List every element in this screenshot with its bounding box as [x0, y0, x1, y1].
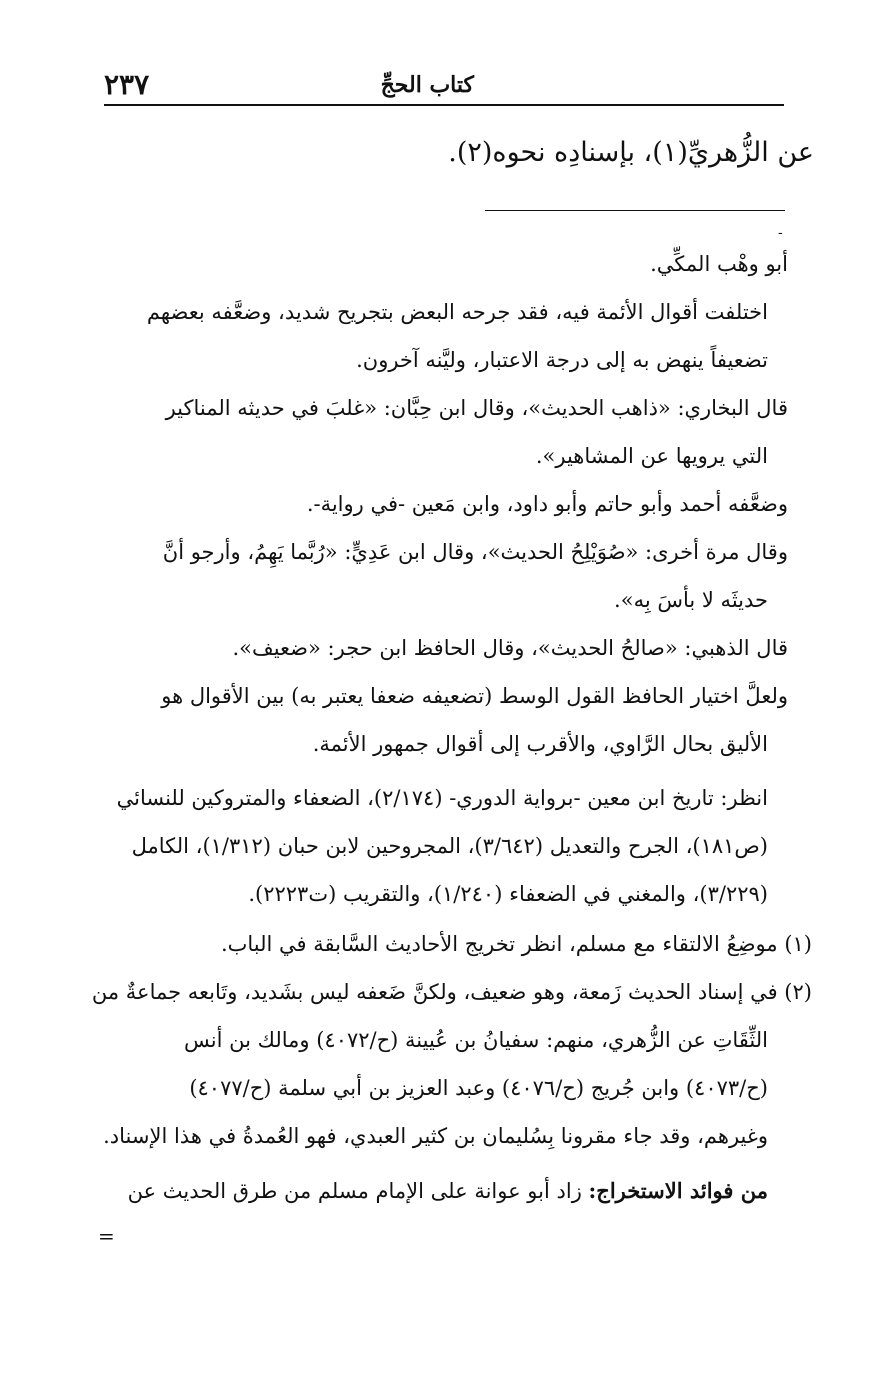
footnote-line: (ح/٤٠٧٣) وابن جُريج (ح/٤٠٧٦) وعبد العزيز بن أبي سلمة (ح/٤٠٧٧): [189, 1076, 768, 1100]
main-text-line: عن الزُّهريِّ(١)، بإسنادِه نحوه(٢).: [448, 137, 814, 168]
commentary-line: انظر: تاريخ ابن معين -برواية الدوري- (٢/١٧٤)، الضعفاء والمتروكين للنسائي: [116, 786, 768, 810]
commentary-line: (ص١٨١)، الجرح والتعديل (٣/٦٤٢)، المجروحين لابن حبان (١/٣١٢)، الكامل: [131, 834, 768, 858]
commentary-line: اختلفت أقوال الأئمة فيه، فقد جرحه البعض بتجريح شديد، وضعَّفه بعضهم: [146, 300, 768, 324]
extraction-benefits: [128, 1178, 768, 1203]
commentary-line: ولعلَّ اختيار الحافظ القول الوسط (تضعيفه ضعفا يعتبر به) بين الأقوال هو: [161, 684, 788, 708]
commentary-line: أبو وهْب المكِّي.: [650, 252, 788, 276]
commentary-line: حديثَه لا بأسَ بِه».: [614, 588, 768, 612]
footnote-1: (١) موضِعُ الالتقاء مع مسلم، انظر تخريج الأحاديث السَّابقة في الباب.: [220, 932, 812, 956]
commentary-line: وضعَّفه أحمد وأبو حاتم وأبو داود، وابن مَعين -في رواية-.: [306, 492, 788, 516]
commentary-line: الأليق بحال الرَّاوي، والأقرب إلى أقوال جمهور الأئمة.: [312, 732, 768, 756]
footnote-separator: [485, 210, 785, 211]
commentary-line: تضعيفاً ينهض به إلى درجة الاعتبار، وليَّنه آخرون.: [356, 348, 768, 372]
header-rule: [104, 104, 784, 106]
footnote-line: وغيرهم، وقد جاء مقرونا بِسُليمان بن كثير العبدي، فهو العُمدةُ في هذا الإسناد.: [103, 1124, 768, 1148]
commentary-line: قال الذهبي: «صالحُ الحديث»، وقال الحافظ ابن حجر: «ضعيف».: [232, 636, 788, 660]
page-number: ٢٣٧: [104, 68, 150, 101]
commentary-line: وقال مرة أخرى: «صُوَيْلِحُ الحديث»، وقال ابن عَدِيٍّ: «رُبَّما يَهِمُ، وأرجو أنَّ: [162, 540, 788, 564]
footnote-2: (٢) في إسناد الحديث زَمعة، وهو ضعيف، ولكنَّ ضَعفه ليس بشَديد، وتَابعه جماعةٌ من: [91, 980, 812, 1004]
commentary-line: (٣/٢٢٩)، والمغني في الضعفاء (١/٢٤٠)، والتقريب (ت٢٢٢٣).: [248, 882, 768, 906]
chapter-title: كتاب الحجِّ: [380, 72, 474, 98]
commentary-line: التي يرويها عن المشاهير».: [535, 444, 768, 468]
commentary-line: قال البخاري: «ذاهب الحديث»، وقال ابن حِبَّان: «غلبَ في حديثه المناكير: [165, 396, 788, 420]
continuation-mark-top: -: [778, 225, 783, 241]
benefits-label: من فوائد الاستخراج:: [588, 1178, 768, 1203]
footnote-line: الثِّقَاتِ عن الزُّهري، منهم: سفيانُ بن عُيينة (ح/٤٠٧٢) ومالك بن أنس: [184, 1028, 768, 1052]
benefits-text: زاد أبو عوانة على الإمام مسلم من طرق الحديث عن: [127, 1179, 589, 1203]
continuation-mark-bottom: =: [98, 1224, 115, 1248]
page-header: [104, 68, 784, 102]
